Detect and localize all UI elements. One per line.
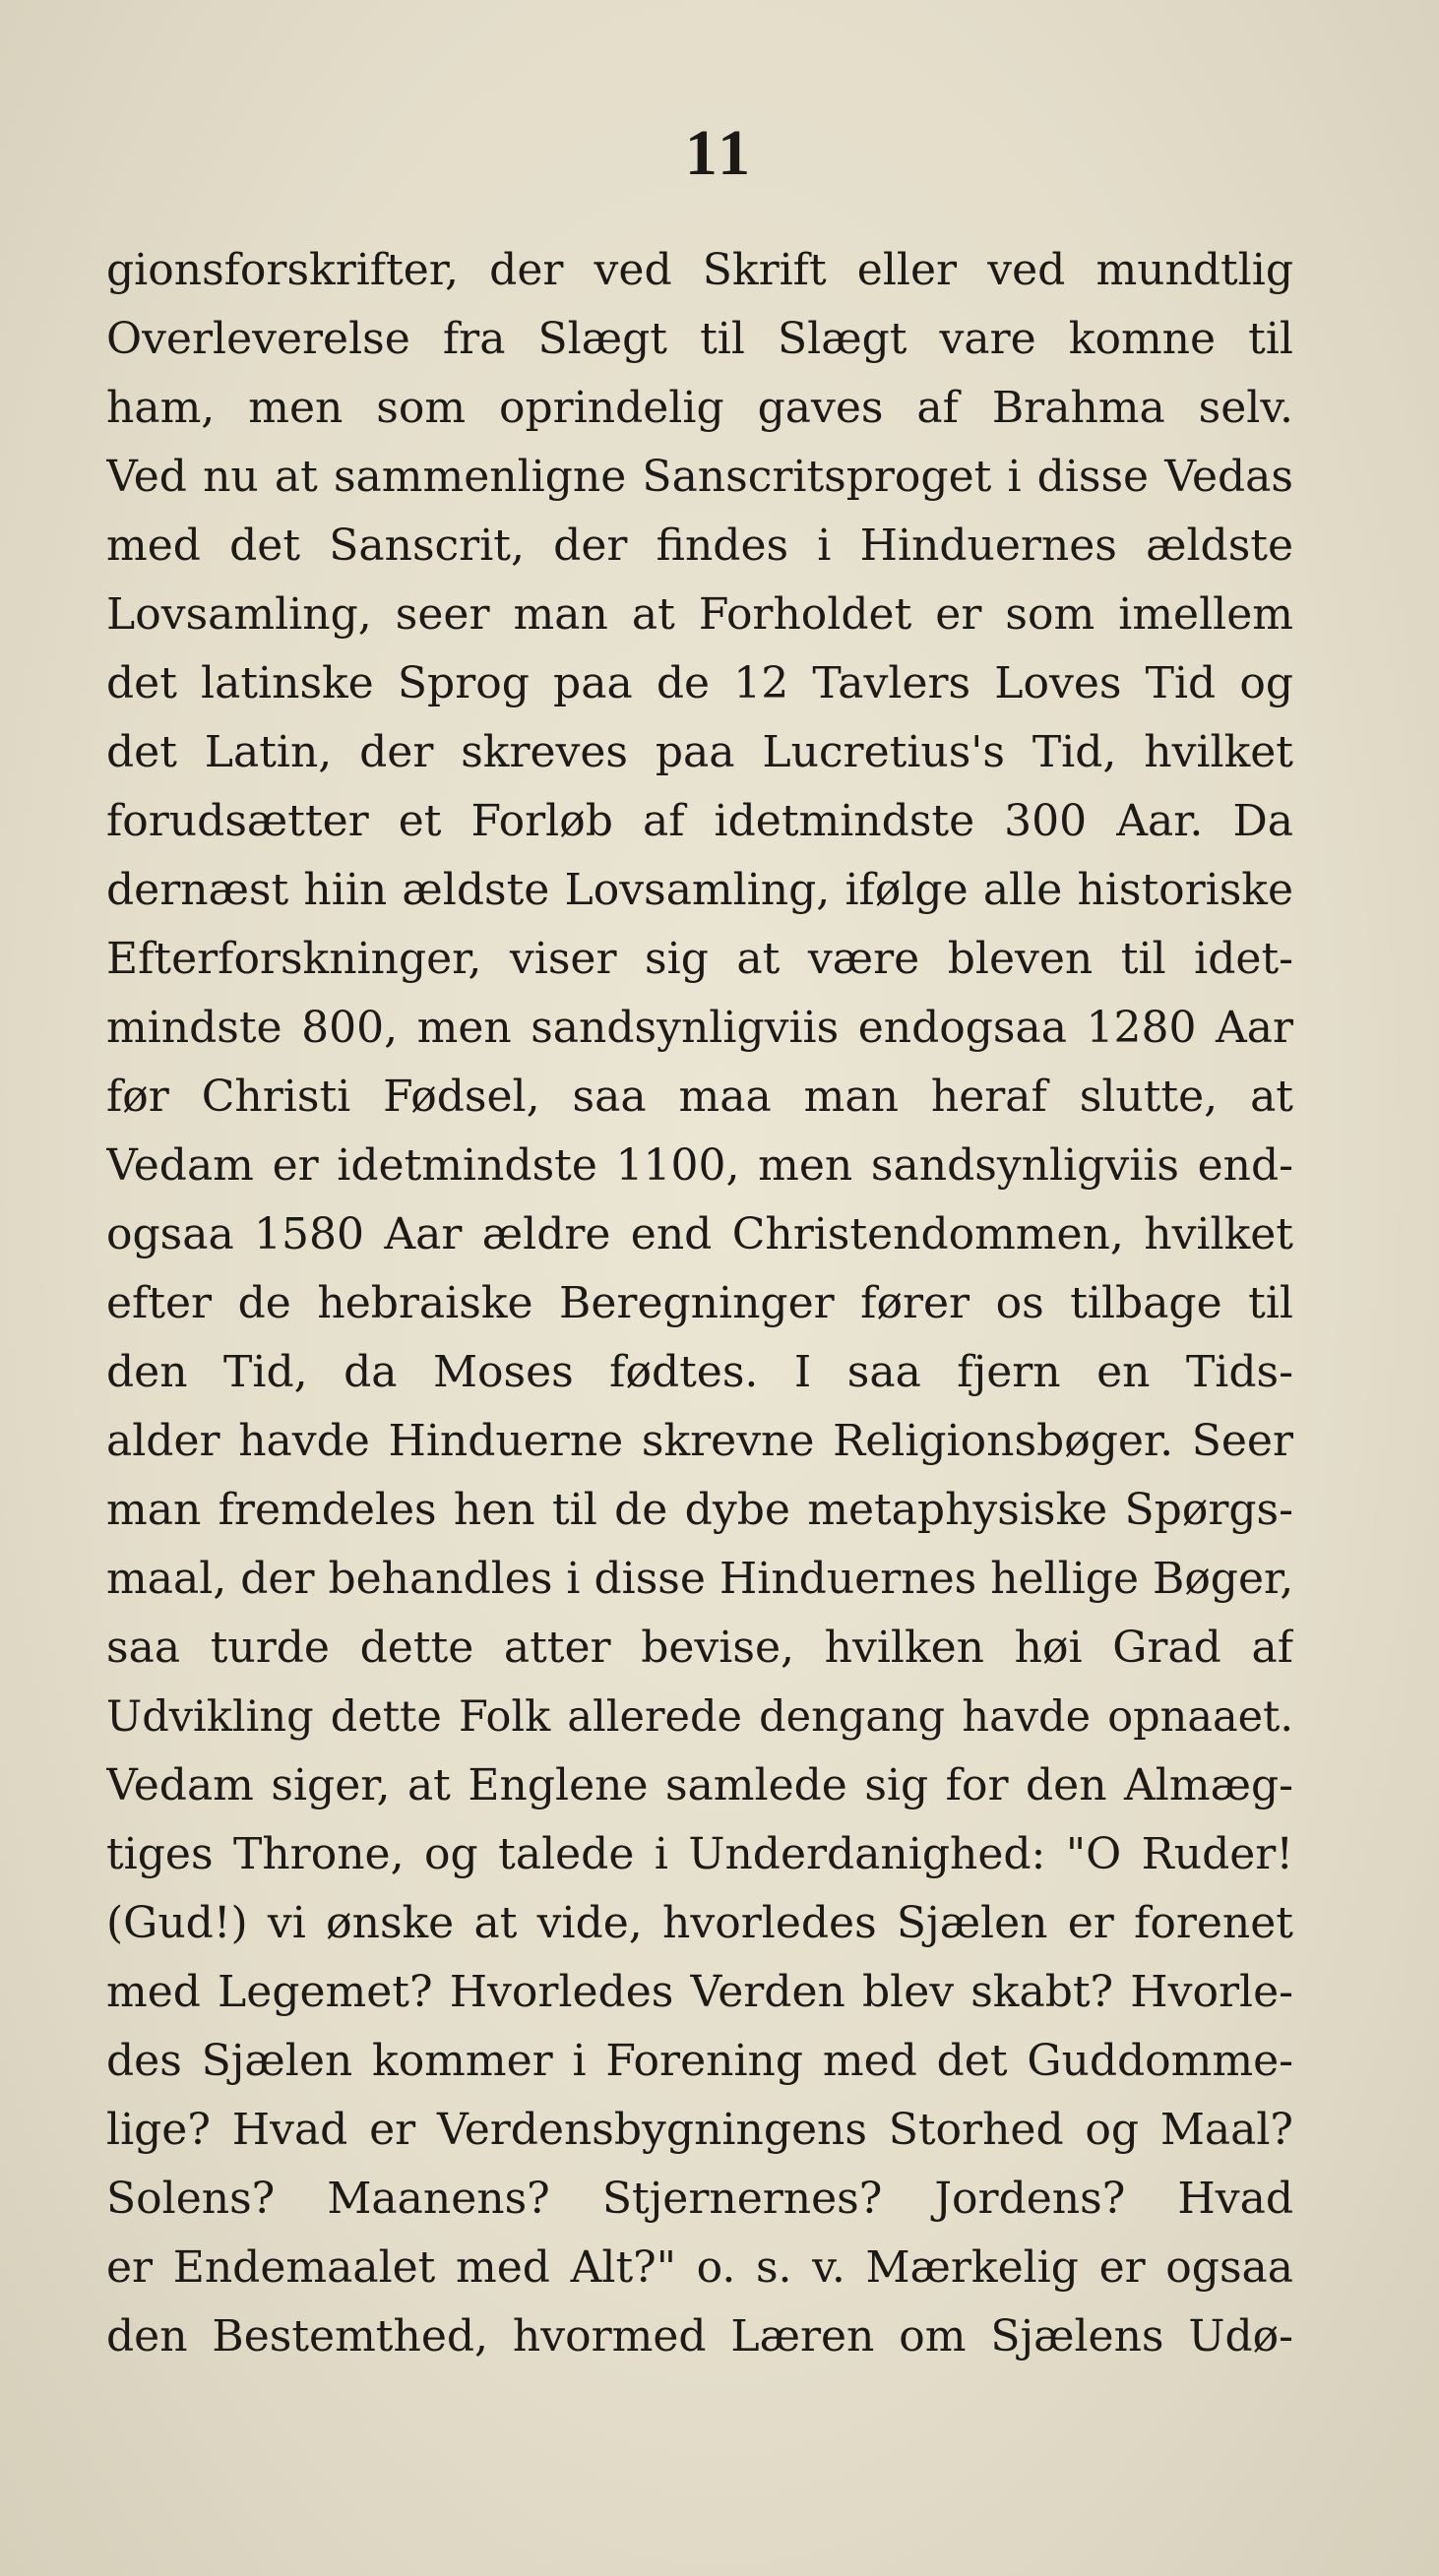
text-line: Udvikling dette Folk allerede dengang havde opnaaet. bbox=[106, 1692, 1293, 1742]
text-line: det latinske Sprog paa de 12 Tavlers Loves Tid og bbox=[106, 658, 1293, 708]
text-line: er Endemaalet med Alt?" o. s. v. Mærkelig er ogsaa bbox=[106, 2242, 1293, 2293]
text-line: den Tid, da Moses fødtes. I saa fjern en Tids- bbox=[106, 1347, 1293, 1397]
page-number: 11 bbox=[684, 117, 755, 189]
text-line: Ved nu at sammenligne Sanscritsproget i disse Vedas bbox=[106, 452, 1293, 502]
text-line: Vedam er idetmindste 1100, men sandsynligviis end- bbox=[106, 1140, 1293, 1191]
text-line: maal, der behandles i disse Hinduernes hellige Bøger, bbox=[106, 1554, 1293, 1604]
text-line: tiges Throne, og talede i Underdanighed: "O Ruder! bbox=[106, 1829, 1293, 1879]
text-line: Vedam siger, at Englene samlede sig for den Almæg- bbox=[106, 1760, 1293, 1810]
text-line: efter de hebraiske Beregninger fører os tilbage til bbox=[106, 1278, 1293, 1328]
text-line: det Latin, der skreves paa Lucretius's Tid, hvilket bbox=[106, 727, 1293, 777]
text-line: man fremdeles hen til de dybe metaphysiske Spørgs- bbox=[106, 1485, 1293, 1535]
text-line: Solens? Maanens? Stjernernes? Jordens? Hvad bbox=[106, 2174, 1293, 2224]
text-line: ham, men som oprindelig gaves af Brahma selv. bbox=[106, 383, 1293, 433]
body-text bbox=[106, 236, 1293, 2371]
text-line: gionsforskrifter, der ved Skrift eller ved mundtlig bbox=[106, 245, 1293, 295]
text-line: før Christi Fødsel, saa maa man heraf slutte, at bbox=[106, 1072, 1293, 1122]
text-line: Efterforskninger, viser sig at være bleven til idet- bbox=[106, 934, 1293, 984]
text-line: med det Sanscrit, der findes i Hinduernes ældste bbox=[106, 521, 1293, 571]
text-line: mindste 800, men sandsynligviis endogsaa 1280 Aar bbox=[106, 1003, 1293, 1053]
text-line: ogsaa 1580 Aar ældre end Christendommen, hvilket bbox=[106, 1209, 1293, 1259]
text-line: des Sjælen kommer i Forening med det Guddomme- bbox=[106, 2036, 1293, 2086]
text-line: forudsætter et Forløb af idetmindste 300 Aar. Da bbox=[106, 796, 1293, 846]
text-line: alder havde Hinduerne skrevne Religionsbøger. Seer bbox=[106, 1416, 1293, 1466]
text-line: den Bestemthed, hvormed Læren om Sjælens Udø- bbox=[106, 2311, 1293, 2361]
text-line: (Gud!) vi ønske at vide, hvorledes Sjælen er forenet bbox=[106, 1898, 1293, 1948]
text-line: Overleverelse fra Slægt til Slægt vare komne til bbox=[106, 314, 1293, 364]
text-line: saa turde dette atter bevise, hvilken høi Grad af bbox=[106, 1623, 1293, 1673]
text-line: lige? Hvad er Verdensbygningens Storhed og Maal? bbox=[106, 2105, 1293, 2155]
text-line: Lovsamling, seer man at Forholdet er som imellem bbox=[106, 589, 1293, 640]
text-line: dernæst hiin ældste Lovsamling, ifølge alle historiske bbox=[106, 865, 1293, 915]
text-line: med Legemet? Hvorledes Verden blev skabt? Hvorle- bbox=[106, 1967, 1293, 2017]
